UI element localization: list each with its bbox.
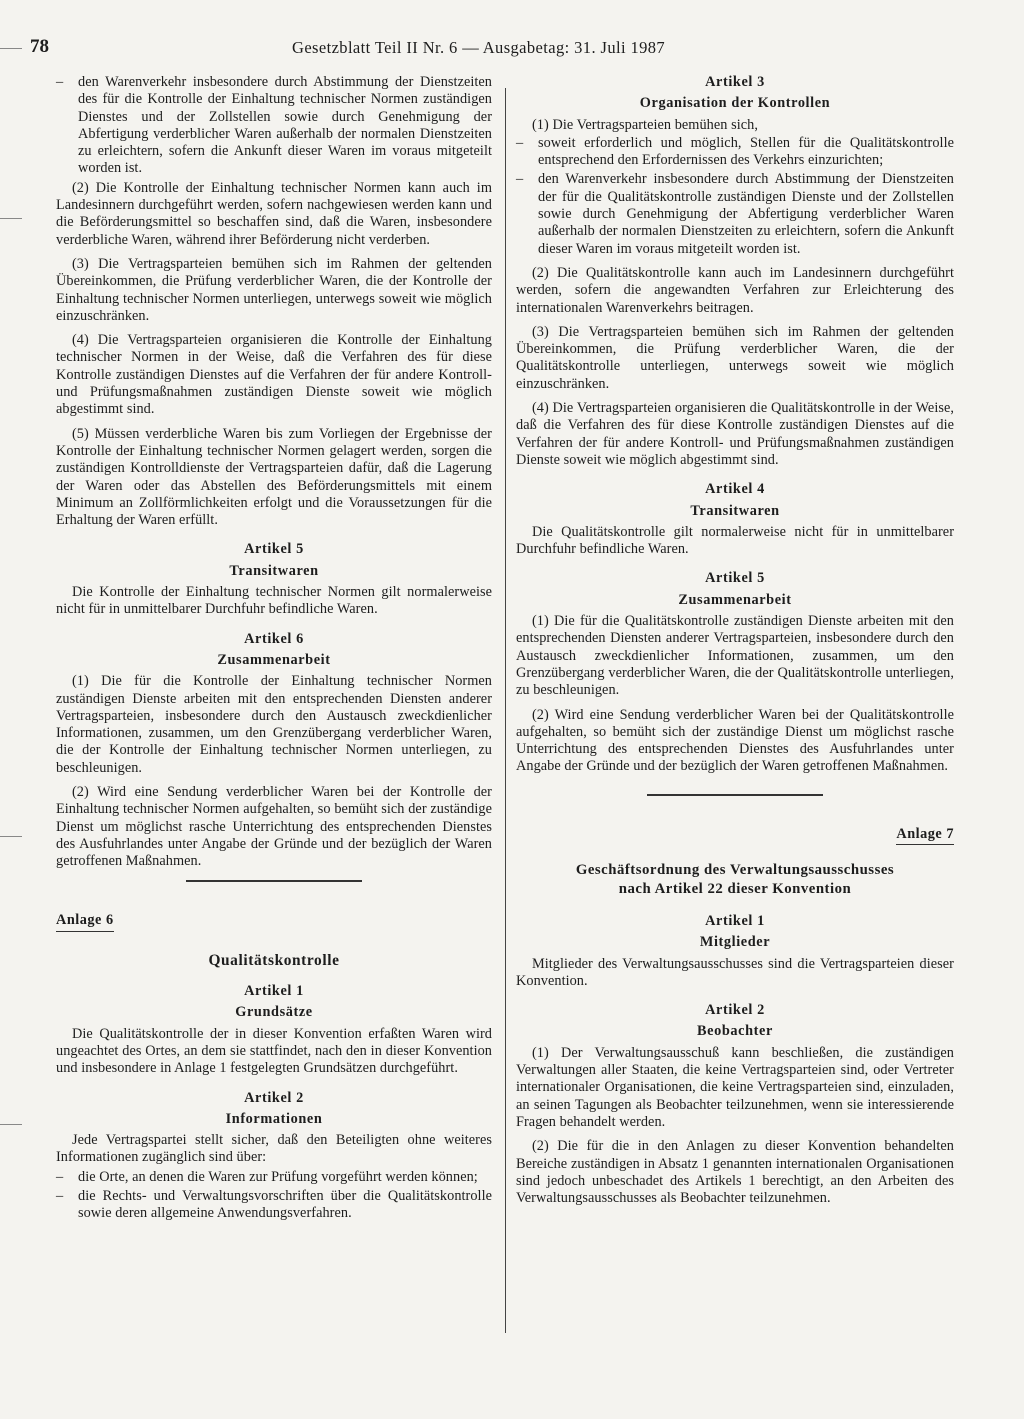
paragraph: (4) Die Vertragsparteien organisieren die Kontrolle der Einhaltung technischer Normen in der Weise, daß die Verfahren des für diese Kontrolle zuständigen Dienstes auf die Verfahren der für andere Kontroll- und Prüfungsmaßnahmen zuständigen Dienste soweit wie möglich abgestimmt sind. xyxy=(56,332,492,418)
article-subtitle: Transitwaren xyxy=(690,502,780,519)
appendix-label: Anlage 6 xyxy=(56,912,114,931)
paragraph: Die Qualitätskontrolle der in dieser Konvention erfaßten Waren wird ungeachtet des Ortes, an dem sie stattfindet, nach den in dieser Konvention und insbesondere in Anlage 1 festgelegten Grundsätzen durchgeführt. xyxy=(56,1025,492,1077)
right-column xyxy=(516,74,954,1214)
list-item: – soweit erforderlich und möglich, Stellen für die Qualitätskontrolle entsprechend den Erfordernissen des Verkehrs einzurichten; xyxy=(516,134,954,169)
article-subtitle: Mitglieder xyxy=(699,934,771,951)
article-subtitle: Transitwaren xyxy=(229,562,319,579)
paragraph: Die Qualitätskontrolle gilt normalerweise nicht für in unmittelbarer Durchfuhr befindliche Waren. xyxy=(516,523,954,558)
appendix-title-line: nach Artikel 22 dieser Konvention xyxy=(618,880,852,897)
scan-margin-mark xyxy=(0,48,22,49)
paragraph: (4) Die Vertragsparteien organisieren die Qualitätskontrolle in der Weise, daß die Verfahren des für diese Kontrolle zuständigen Dienstes auf die Verfahren der für andere Kontroll- und Prüfungsmaßnahmen zuständigen Dienste soweit wie möglich abgestimmt sind. xyxy=(516,400,954,468)
article-subtitle: Zusammenarbeit xyxy=(678,591,792,608)
paragraph: (3) Die Vertragsparteien bemühen sich im Rahmen der geltenden Übereinkommen, die Prüfung verderblicher Waren, die der Qualitätskontrolle unterliegen, unterwegs soweit wie möglich einzuschränken. xyxy=(516,323,954,392)
paragraph: (2) Wird eine Sendung verderblicher Waren bei der Qualitätskontrolle aufgehalten, so bemüht sich der zuständige Dienst um möglichst rasche Unterrichtung des entsprechenden Dienstes des Ausfuhrlandes unter Angabe der Gründe und der bezüglich der Waren getroffenen Maßnahmen. xyxy=(516,706,954,775)
article-title: Artikel 5 xyxy=(705,570,765,587)
appendix-label-wrap xyxy=(516,826,954,845)
list-item: – den Warenverkehr insbesondere durch Abstimmung der Dienstzeiten des für die Kontrolle der Einhaltung technischer Normen zuständigen Dienstes und der Zollstellen sowie durch Genehmigung der Abfertigung verderblicher Waren außerhalb der normalen Dienstzeiten zu erleichtern, sofern die Ankunft dieser Waren im voraus mitgeteilt worden ist. xyxy=(56,74,492,177)
article-subtitle: Grundsätze xyxy=(235,1004,313,1021)
paragraph: (1) Die für die Qualitätskontrolle zuständigen Dienste arbeiten mit den entsprechenden Diensten anderer Vertragsparteien, insbesondere durch den Austausch zweckdienlicher Informationen, zusammen, um den Grenzübergang verderblicher Waren, die der Qualitätskontrolle unterliegen, zu beschleunigen. xyxy=(516,613,954,699)
scan-margin-mark xyxy=(0,218,22,219)
appendix-title: Qualitätskontrolle xyxy=(208,951,340,969)
running-title: Gesetzblatt Teil II Nr. 6 — Ausgabetag: 31. Juli 1987 xyxy=(292,38,666,57)
column-divider xyxy=(505,88,506,1333)
list-item: – den Warenverkehr insbesondere durch Abstimmung der Dienstzeiten der für die Qualitätskontrolle zuständigen Dienste und der Zollstellen sowie durch Genehmigung der Abfertigung verderblicher Waren außerhalb der normalen Dienstzeiten zu erleichtern, sofern die Ankunft dieser Waren im voraus mitgeteilt worden ist. xyxy=(516,171,954,257)
paragraph: Die Kontrolle der Einhaltung technischer Normen gilt normalerweise nicht für in unmittelbarer Durchfuhr befindliche Waren. xyxy=(56,584,492,618)
article-subtitle: Beobachter xyxy=(697,1023,773,1040)
paragraph: (2) Die für die in den Anlagen zu dieser Konvention behandelten Bereiche zuständigen in Absatz 1 genannten internationalen Organisationen sind jedoch unbeschadet des Artikels 1 berechtigt, an den Arbeiten des Verwaltungsausschusses als Beobachter teilzunehmen. xyxy=(516,1138,954,1207)
article-title: Artikel 2 xyxy=(705,1002,765,1019)
article-title: Artikel 4 xyxy=(705,481,765,498)
paragraph: (5) Müssen verderbliche Waren bis zum Vorliegen der Ergebnisse der Kontrolle der Einhaltung technischer Normen gelagert werden, sorgen die zuständigen Kontrolldienste der Vertragsparteien dafür, daß die Lagerung der Waren oder das Abstellen des Beförderungsmittels mit einem Minimum an Zollförmlichkeiten erfolgt und die Voraussetzungen für die Erhaltung der Waren erfüllt. xyxy=(56,425,492,529)
paragraph: Mitglieder des Verwaltungsausschusses sind die Vertragsparteien dieser Konvention. xyxy=(516,955,954,989)
paragraph: (2) Wird eine Sendung verderblicher Waren bei der Kontrolle der Einhaltung technischer Normen aufgehalten, so bemüht sich der zuständige Dienst um möglichst rasche Unterrichtung des entsprechenden Dienstes des Ausfuhrlandes unter Angabe der Gründe und der bezüglich der Waren getroffenen Maßnahmen. xyxy=(56,783,492,870)
appendix-title-line: Geschäftsordnung des Verwaltungsausschusses xyxy=(575,861,895,878)
section-divider xyxy=(186,880,362,882)
article-title: Artikel 1 xyxy=(705,912,765,929)
article-title: Artikel 5 xyxy=(244,541,304,558)
section-divider xyxy=(647,794,823,796)
paragraph: (2) Die Qualitätskontrolle kann auch im Landesinnern durchgeführt werden, sofern die angewandten Verfahren zur Erleichterung des internationalen Warenverkehrs beitragen. xyxy=(516,264,954,316)
list-item: – die Orte, an denen die Waren zur Prüfung vorgeführt werden können; xyxy=(56,1168,478,1185)
scan-margin-mark xyxy=(0,1124,22,1125)
paragraph: (2) Die Kontrolle der Einhaltung technischer Normen kann auch im Landesinnern durchgeführt werden, sofern nachgewiesen werden kann und die Beförderungsmittel so beschaffen sind, daß die Waren, insbesondere verderbliche Waren, während ihrer Beförderung nicht verderben. xyxy=(56,179,492,248)
article-subtitle: Organisation der Kontrollen xyxy=(639,95,831,112)
paragraph: (1) Die Vertragsparteien bemühen sich, xyxy=(532,116,758,133)
article-subtitle: Informationen xyxy=(225,1110,323,1127)
article-title: Artikel 3 xyxy=(705,74,765,90)
list-item: – die Rechts- und Verwaltungsvorschriften über die Qualitätskontrolle sowie deren allgemeine Anwendungsverfahren. xyxy=(56,1188,492,1222)
page-header xyxy=(30,36,964,64)
article-subtitle: Zusammenarbeit xyxy=(217,651,331,668)
page-number: 78 xyxy=(30,36,49,57)
paragraph: (3) Die Vertragsparteien bemühen sich im Rahmen der geltenden Übereinkommen, die Prüfung verderblicher Waren, die der Kontrolle der Einhaltung technischer Normen unterliegen, unterwegs soweit wie möglich einzuschränken. xyxy=(56,255,492,324)
article-title: Artikel 2 xyxy=(244,1089,304,1106)
paragraph: (1) Die für die Kontrolle der Einhaltung technischer Normen zuständigen Dienste arbeiten mit den entsprechenden Diensten anderer Vertragsparteien, insbesondere durch den Austausch zweckdienlicher Informationen, zusammen, um den Grenzübergang verderblicher Waren, die der Kontrolle der Einhaltung technischer Normen unterliegen, zu beschleunigen. xyxy=(56,673,492,776)
appendix-label: Anlage 7 xyxy=(896,826,954,845)
paragraph: (1) Der Verwaltungsausschuß kann beschließen, die zuständigen Verwaltungen aller Staaten, die keine Vertragsparteien sind, oder Vertreter internationaler Organisationen, die keine Vertragsparteien sind, einzuladen, an seinen Tagungen als Beobachter teilzunehmen, wenn sie interessierende Fragen behandelt werden. xyxy=(516,1044,954,1130)
article-title: Artikel 6 xyxy=(244,630,304,647)
appendix-title xyxy=(516,861,954,899)
scan-margin-mark xyxy=(0,836,22,837)
paragraph: Jede Vertragspartei stellt sicher, daß den Beteiligten ohne weiteres Informationen zugänglich sind über: xyxy=(56,1132,492,1166)
left-column xyxy=(56,74,492,1225)
article-title: Artikel 1 xyxy=(244,983,304,1000)
